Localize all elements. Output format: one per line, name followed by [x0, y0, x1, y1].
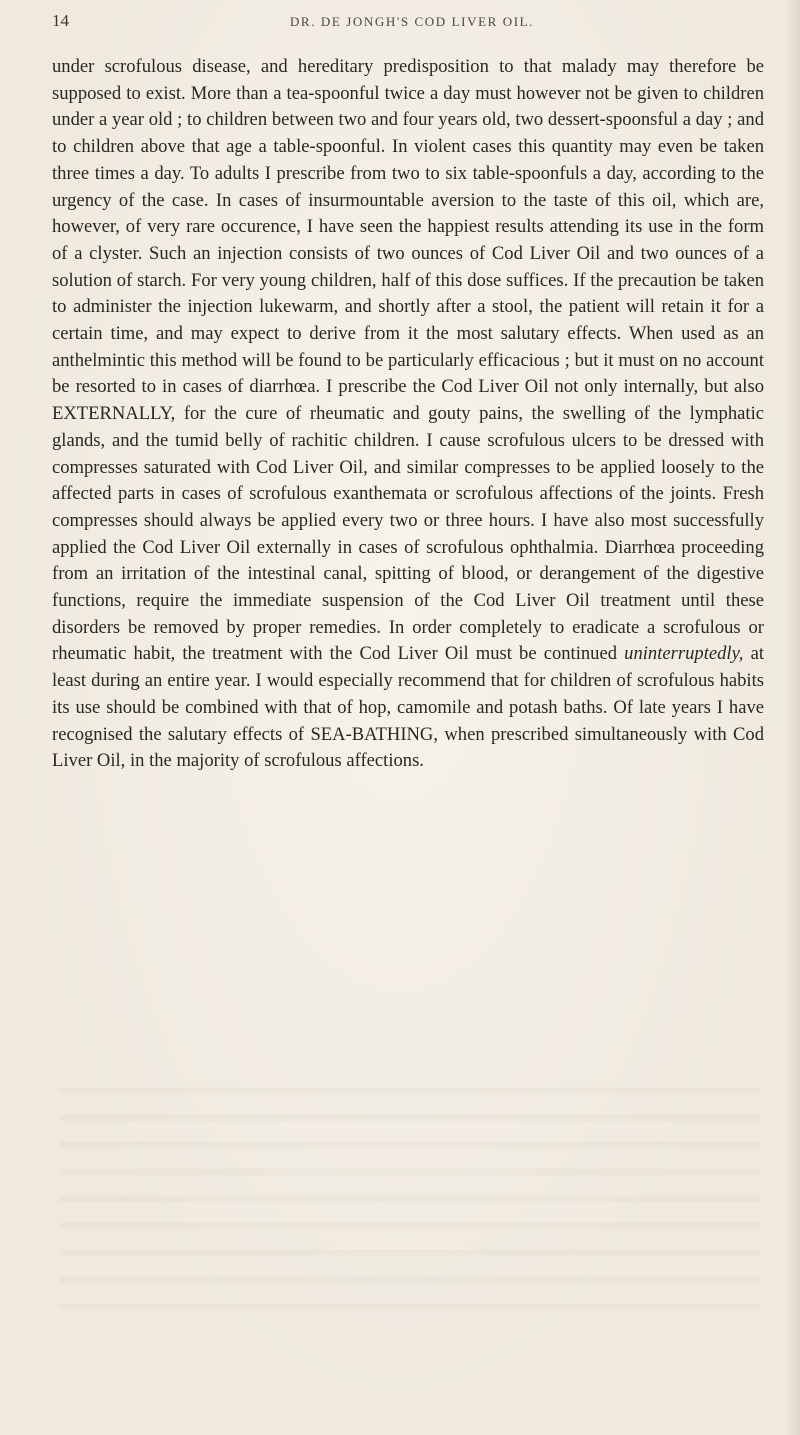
running-head: DR. DE JONGH'S COD LIVER OIL. — [289, 14, 535, 29]
emphasis-uninterruptedly: uninterruptedly, — [624, 643, 744, 665]
body-text-part-2: at least during an entire year. I would especially recommend that for children of scrofulous habits its use should be combined with that of hop, camomile and potash baths. Of late years I have recognised the salutary effects of SEA-BATHING, when prescribed simultaneously with Cod Liver Oil, in the majority of scrofulous affections. — [52, 643, 764, 772]
reverse-page-show-through — [60, 1075, 760, 1325]
body-paragraph — [52, 54, 764, 775]
page-number: 14 — [52, 11, 69, 30]
page-header — [52, 8, 772, 38]
body-text-part-1: under scrofulous disease, and hereditary predisposition to that malady may therefore be supposed to exist. More than a tea-spoonful twice a day must however not be given to children under a year old ; to children between two and four years old, two dessert-spoonsful a day ; and to children above that age a table-spoonful. In violent cases this quantity may even be taken three times a day. To adults I prescribe from two to six table-spoonfuls a day, according to the urgency of the case. In cases of insurmountable aversion to the taste of this oil, which are, however, of very rare occurence, I have seen the happiest results attending its use in the form of a clyster. Such an injection consists of two ounces of Cod Liver Oil and two ounces of a solution of starch. For very young children, half of this dose suffices. If the precaution be taken to administer the injection lukewarm, and shortly after a stool, the patient will retain it for a certain time, and may expect to derive from it the most salutary effects. When used as an anthelmintic this method will be found to be particularly efficacious ; but it must on no account be resorted to in cases of diarrhœa. I prescribe the Cod Liver Oil not only internally, but also EXTERNALLY, for the cure of rheumatic and gouty pains, the swelling of the lymphatic glands, and the tumid belly of rachitic children. I cause scrofulous ulcers to be dressed with compresses saturated with Cod Liver Oil, and similar compresses to be applied loosely to the affected parts in cases of scrofulous exanthemata or scrofulous affections of the joints. Fresh compresses should always be applied every two or three hours. I have also most successfully applied the Cod Liver Oil externally in cases of scrofulous ophthalmia. Diarrhœa proceeding from an irritation of the intestinal canal, spitting of blood, or derangement of the digestive functions, require the immediate suspension of the Cod Liver Oil treatment until these disorders be removed by proper remedies. In order completely to eradicate a scrofulous or rheumatic habit, the treatment with the Cod Liver Oil must be continued — [52, 56, 764, 665]
page-edge-shadow — [786, 0, 800, 1435]
